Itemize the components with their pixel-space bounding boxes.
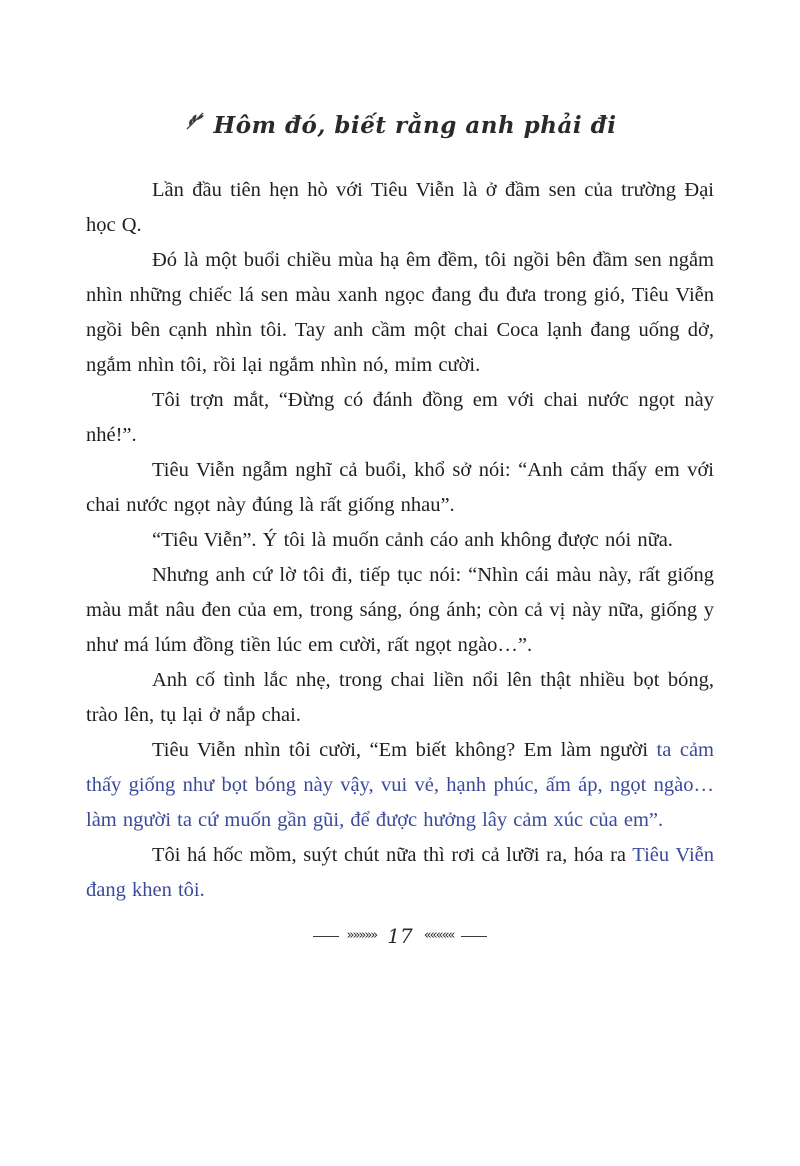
paragraph-segment: Anh cố tình lắc nhẹ, trong chai liền nổi lên thật nhiều bọt bóng, trào lên, tụ lại ở nắp chai. [86, 669, 714, 726]
footer-rule-left [313, 936, 339, 937]
page-number: 17 [387, 924, 413, 948]
paragraph-segment: Tôi trợn mắt, “Đừng có đánh đồng em với chai nước ngọt này nhé!”. [86, 389, 714, 446]
paragraph-segment: Tiêu Viễn nhìn tôi cười, “Em biết không? Em làm người [152, 739, 657, 761]
paragraph [86, 838, 714, 908]
paragraph-segment: Tiêu Viễn đang khen tôi. [86, 844, 715, 901]
paragraph-segment: “Tiêu Viễn”. Ý tôi là muốn cảnh cáo anh không được nói nữa. [152, 529, 673, 551]
left-arrows-ornament-icon: ««««« [423, 927, 454, 943]
paragraph [86, 243, 714, 383]
footer-rule-right [461, 936, 487, 937]
paragraph-segment: Đó là một buổi chiều mùa hạ êm đềm, tôi ngồi bên đầm sen ngắm nhìn những chiếc lá sen màu xanh ngọc đang đu đưa trong gió, Tiêu Viễn ngồi bên cạnh nhìn tôi. Tay anh cầm một chai Coca lạnh đang uống dở, ngắm nhìn tôi, rồi lại ngắm nhìn nó, mỉm cười. [86, 249, 714, 376]
paragraph [86, 663, 714, 733]
paragraph-segment: Lần đầu tiên hẹn hò với Tiêu Viễn là ở đầm sen của trường Đại học Q. [86, 179, 714, 236]
paragraph [86, 733, 714, 838]
right-arrows-ornament-icon: »»»»» [346, 927, 377, 943]
page-footer [86, 924, 714, 948]
page-body [86, 173, 714, 908]
paragraph [86, 453, 714, 523]
chapter-title: Hôm đó, biết rằng anh phải đi [213, 112, 617, 139]
chapter-header [86, 112, 714, 139]
paragraph-segment: Tôi há hốc mồm, suýt chút nữa thì rơi cả lưỡi ra, hóa ra [152, 844, 633, 866]
paragraph [86, 558, 714, 663]
paragraph [86, 523, 714, 558]
paragraph [86, 383, 714, 453]
paragraph-segment: ta cảm thấy giống như bọt bóng này vậy, vui vẻ, hạnh phúc, ấm áp, ngọt ngào… làm người ta cứ muốn gần gũi, để được hưởng lây cảm xúc của em”. [86, 739, 714, 831]
paragraph [86, 173, 714, 243]
paragraph-segment: Nhưng anh cứ lờ tôi đi, tiếp tục nói: “Nhìn cái màu này, rất giống màu mắt nâu đen của em, trong sáng, óng ánh; còn cả vị này nữa, giống y như má lúm đồng tiền lúc em cười, rất ngọt ngào…”. [86, 564, 714, 656]
leaf-sprig-icon [184, 111, 206, 136]
paragraph-segment: Tiêu Viễn ngẫm nghĩ cả buổi, khổ sở nói: “Anh cảm thấy em với chai nước ngọt này đúng là rất giống nhau”. [86, 459, 714, 516]
